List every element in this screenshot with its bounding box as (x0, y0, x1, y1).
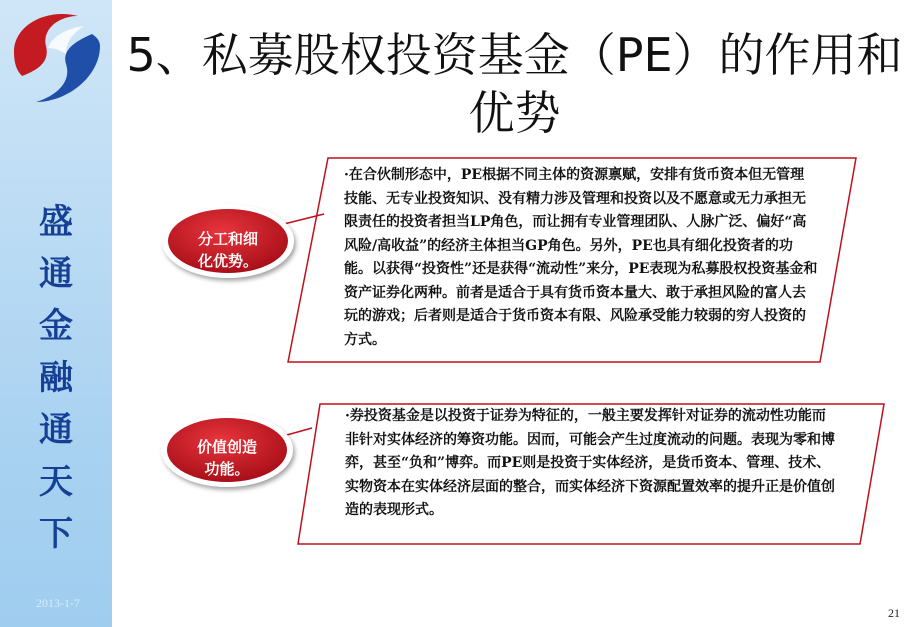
section-2-text: ·券投资基金是以投资于证券为特征的，一般主要发挥针对证券的流动性功能而非针对实体经济的筹资功能。因而，可能会产生过度流动的问题。表现为零和博弈，甚至“负和”博弈。而PE则是投资于实体经济，是货币资本、管理、技术、实物资本在实体经济层面的整合，而实体经济下资源配置效率的提升正是价值创造的表现形式。 (345, 408, 835, 518)
slide-title: 5、私募股权投资基金（PE）的作用和优势 (126, 28, 903, 140)
slogan-char: 天 (39, 462, 73, 502)
section-1-text: ·在合伙制形态中，PE根据不同主体的资源禀赋，安排有货币资本但无管理技能、无专业投资知识、没有精力涉及管理和投资以及不愿意或无力承担无限责任的投资者担当LP角色，而让拥有专业管理团队、人脉广泛、偏好“高风险/高收益”的经济主体担当GP角色。另外，PE也具有细化投资者的功能。以获得“投资性”还是获得“流动性”来分，PE表现为私募股权投资基金和资产证券化两种。前者是适合于具有货币资本量大、敢于承担风险的富人去玩的游戏；后者则是适合于货币资本有限、风险承受能力较弱的穷人投资的方式。 (344, 167, 818, 348)
section-1-label-line2: 化优势。 (197, 252, 258, 270)
section-2-label-line2: 功能。 (204, 460, 250, 478)
slide-date: 2013-1-7 (36, 596, 80, 610)
slogan-char: 融 (39, 358, 73, 398)
section-1-label (183, 228, 273, 272)
slogan-char: 通 (39, 254, 73, 294)
slogan-char: 下 (39, 514, 73, 554)
section-1-label-line1: 分工和细 (197, 230, 258, 248)
slogan-char: 金 (39, 306, 73, 346)
section-2-label (181, 436, 273, 480)
section-2-label-line1: 价值创造 (196, 438, 257, 456)
slogan-char: 盛 (39, 202, 73, 242)
page-number: 21 (888, 606, 900, 620)
slogan-char: 通 (39, 410, 73, 450)
